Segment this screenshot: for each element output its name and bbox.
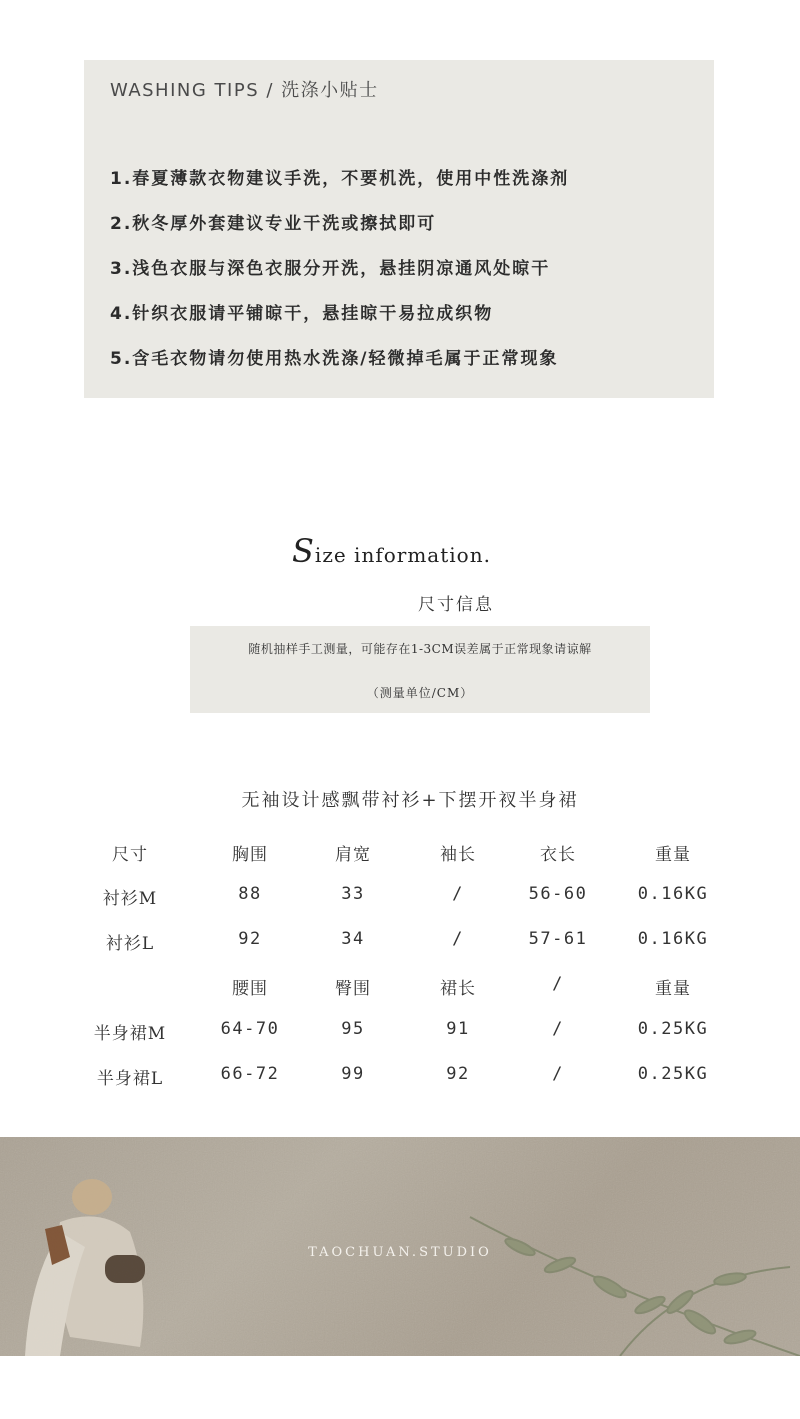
table-cell: 92 — [446, 1064, 470, 1084]
size-info-title — [292, 532, 491, 570]
table-cell: 0.16KG — [637, 884, 709, 904]
table-cell: / — [552, 1019, 564, 1039]
table-cell: 64-70 — [220, 1019, 280, 1039]
washing-tip-item: 5.含毛衣物请勿使用热水洗涤/轻微掉毛属于正常现象 — [110, 349, 559, 369]
table-cell: 34 — [341, 929, 365, 949]
washing-tip-item: 1.春夏薄款衣物建议手洗，不要机洗，使用中性洗涤剂 — [110, 169, 570, 189]
table-header-cell: 腰围 — [232, 979, 268, 999]
table-cell: 0.25KG — [637, 1019, 709, 1039]
table-header-cell: / — [552, 974, 564, 994]
washing-tips-list — [110, 164, 569, 389]
table-cell: 91 — [446, 1019, 470, 1039]
table-cell: 56-60 — [528, 884, 588, 904]
studio-name: TAOCHUAN.STUDIO — [308, 1245, 492, 1260]
size-table-title: 无袖设计感飘带衬衫+下摆开衩半身裙 — [241, 790, 579, 811]
table-cell: 66-72 — [220, 1064, 280, 1084]
table-cell: 95 — [341, 1019, 365, 1039]
table-cell: 0.25KG — [637, 1064, 709, 1084]
table-cell: 57-61 — [528, 929, 588, 949]
table-cell: / — [452, 884, 464, 904]
table-header-cell: 裙长 — [440, 979, 476, 999]
measurement-unit-text: （测量单位/CM） — [366, 686, 474, 700]
table-cell: 33 — [341, 884, 365, 904]
table-cell: 92 — [238, 929, 262, 949]
washing-tip-item: 2.秋冬厚外套建议专业干洗或擦拭即可 — [110, 214, 437, 234]
table-cell: 0.16KG — [637, 929, 709, 949]
washing-tips-title: WASHING TIPS / 洗涤小贴士 — [110, 80, 379, 101]
table-header-cell: 衣长 — [540, 845, 576, 865]
table-cell: / — [452, 929, 464, 949]
table-header-cell: 重量 — [655, 845, 691, 865]
measurement-note — [190, 626, 650, 713]
table-cell: 衬衫L — [105, 934, 155, 954]
table-header-cell: 肩宽 — [335, 845, 371, 865]
table-cell: 衬衫M — [102, 889, 158, 909]
size-info-subtitle: 尺寸信息 — [418, 595, 494, 615]
table-cell: / — [552, 1064, 564, 1084]
banner-photo — [0, 1137, 800, 1356]
table-cell: 99 — [341, 1064, 365, 1084]
table-header-cell: 尺寸 — [112, 845, 148, 865]
washing-tip-item: 4.针织衣服请平铺晾干，悬挂晾干易拉成织物 — [110, 304, 494, 324]
table-header-cell: 臀围 — [335, 979, 371, 999]
table-header-cell: 袖长 — [440, 845, 476, 865]
washing-tip-item: 3.浅色衣服与深色衣服分开洗，悬挂阴凉通风处晾干 — [110, 259, 551, 279]
washing-tips-panel — [84, 60, 714, 398]
measurement-note-text: 随机抽样手工测量，可能存在1-3CM误差属于正常现象请谅解 — [248, 642, 592, 656]
table-header-cell: 重量 — [655, 979, 691, 999]
table-header-cell: 胸围 — [232, 845, 268, 865]
table-cell: 半身裙M — [93, 1024, 167, 1044]
size-info-title-cap: S — [292, 532, 315, 570]
table-cell: 88 — [238, 884, 262, 904]
size-info-title-rest: ize information. — [314, 543, 491, 567]
table-cell: 半身裙L — [96, 1069, 164, 1089]
